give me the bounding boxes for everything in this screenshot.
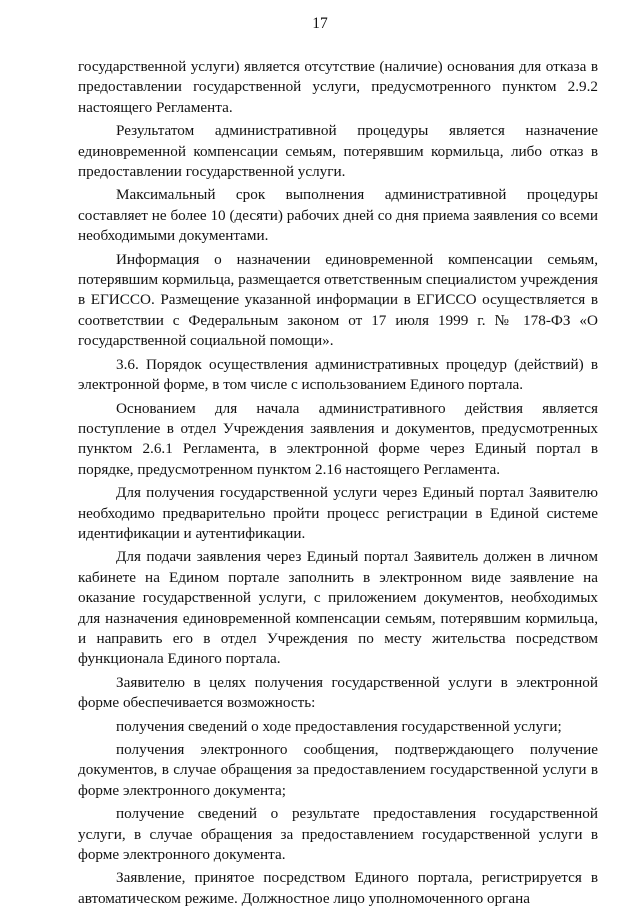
page-number: 17 — [312, 15, 328, 32]
list-item-result-info: получение сведений о результате предоставления государственной услуги, в случае обращения за предоставлением государственной услуги в форме электронного документа. — [78, 805, 598, 864]
paragraph-application-submission: Для подачи заявления через Единый портал Заявитель должен в личном кабинете на Едином портале заполнить в электронном виде заявление на оказание государственной услуги, с приложением документов, необходимых для назначения единовременной компенсации семьям, потерявшим кормильца, и направить его в отдел Учреждения по месту жительства посредством функционала Единого портала. — [78, 548, 598, 668]
paragraph-applicant-options: Заявителю в целях получения государственной услуги в электронной форме обеспечивается возможность: — [78, 673, 598, 712]
paragraph-egisso-info: Информация о назначении единовременной компенсации семьям, потерявшим кормильца, размещается ответственным специалистом учреждения в ЕГИССО. Размещение указанной информации в ЕГИССО осуществляется в соответствии с Федеральным законом от 17 июля 1999 г. № 178-ФЗ «О государственной социальной помощи». — [78, 250, 598, 350]
paragraph-procedure-result: Результатом административной процедуры является назначение единовременной компенсации семьям, потерявшим кормильца, либо отказ в предоставлении государственной услуги. — [78, 122, 598, 181]
section-heading-3-6: 3.6. Порядок осуществления административных процедур (действий) в электронной форме, в том числе с использованием Единого портала. — [78, 355, 598, 394]
list-item-progress-info: получения сведений о ходе предоставления государственной услуги; — [116, 717, 562, 735]
list-item-confirmation-message: получения электронного сообщения, подтверждающего получение документов, в случае обращения за предоставлением государственной услуги в форме электронного документа; — [78, 741, 598, 799]
paragraph-continuation: государственной услуги) является отсутствие (наличие) основания для отказа в предоставлении государственной услуги, предусмотренного пунктом 2.9.2 настоящего Регламента. — [78, 58, 598, 116]
paragraph-grounds: Основанием для начала административного действия является поступление в отдел Учреждения заявления и документов, предусмотренных пунктом 2.6.1 Регламента, в электронной форме через Единый портал в порядке, предусмотренном пунктом 2.16 настоящего Регламента. — [78, 399, 598, 478]
paragraph-auto-registration: Заявление, принятое посредством Единого портала, регистрируется в автоматическом режиме. Должностное лицо уполномоченного органа — [78, 869, 598, 907]
paragraph-registration: Для получения государственной услуги через Единый портал Заявителю необходимо предварительно пройти процесс регистрации в Единой системе идентификации и аутентификации. — [78, 484, 598, 542]
paragraph-max-term: Максимальный срок выполнения административной процедуры составляет не более 10 (десяти) рабочих дней со дня приема заявления со всеми необходимыми документами. — [78, 186, 598, 245]
document-body — [78, 57, 598, 912]
